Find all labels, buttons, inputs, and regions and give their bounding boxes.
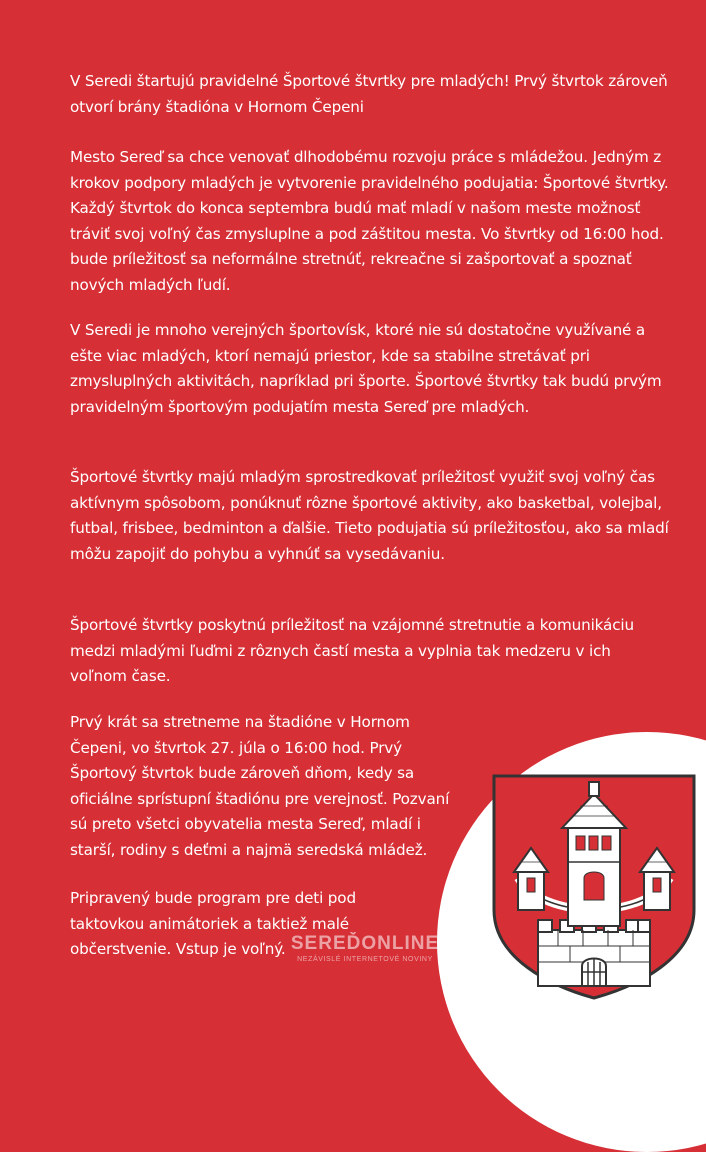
watermark-brand: SEREĎONLINE <box>290 933 440 954</box>
watermark-tagline: NEZÁVISLÉ INTERNETOVÉ NOVINY <box>297 956 433 963</box>
paragraph-activities: Športové štvrtky majú mladým sprostredkovať príležitosť využiť svoj voľný čas aktívnym spôsobom, ponúknuť rôzne športové aktivity, ako basketbal, volejbal, futbal, frisbee, bedminton a ďalšie. Tieto podujatia sú príležitosťou, ako sa mladí môžu zapojiť do pohybu a vyhnúť sa vysedávaniu. <box>70 468 669 563</box>
seredonline-watermark <box>280 933 450 963</box>
headline: V Seredi štartujú pravidelné Športové štvrtky pre mladých! Prvý štvrtok zároveň otvorí brány štadióna v Hornom Čepeni <box>70 72 668 116</box>
paragraph-intro: Mesto Sereď sa chce venovať dlhodobému rozvoju práce s mládežou. Jedným z krokov podpory mladých je vytvorenie pravidelného podujatia: Športové štvrtky. Každý štvrtok do konca septembra budú mať mladí v našom meste možnosť tráviť svoj voľný čas zmysluplne a pod záštitou mesta. Vo štvrtky od 16:00 hod. bude príležitosť sa neformálne stretnúť, rekreačne si zašportovať a spoznať nových mladých ľudí. <box>70 148 669 294</box>
paragraph-program: Pripravený bude program pre deti pod taktovkou animátoriek a taktiež malé občerstvenie. Vstup je voľný. <box>70 889 356 958</box>
paragraph-first-meeting: Prvý krát sa stretneme na štadióne v Hornom Čepeni, vo štvrtok 27. júla o 16:00 hod. Prvý Športový štvrtok bude zároveň dňom, kedy sa oficiálne sprístupní štadiónu pre verejnosť. Pozvaní sú preto všetci obyvatelia mesta Sereď, mladí i starší, rodiny s deťmi a najmä seredská mládež. <box>70 713 450 859</box>
paragraph-sports-venues: V Seredi je mnoho verejných športovísk, ktoré nie sú dostatočne využívané a ešte viac mladých, ktorí nemajú priestor, kde sa stabilne stretávať pri zmysluplných aktivitách, napríklad pri športe. Športové štvrtky tak budú prvým pravidelným športovým podujatím mesta Sereď pre mladých. <box>70 321 662 416</box>
paragraph-community: Športové štvrtky poskytnú príležitosť na vzájomné stretnutie a komunikáciu medzi mladými ľuďmi z rôznych častí mesta a vyplnia tak medzeru v ich voľnom čase. <box>70 616 634 685</box>
crest-icon <box>488 770 700 1000</box>
